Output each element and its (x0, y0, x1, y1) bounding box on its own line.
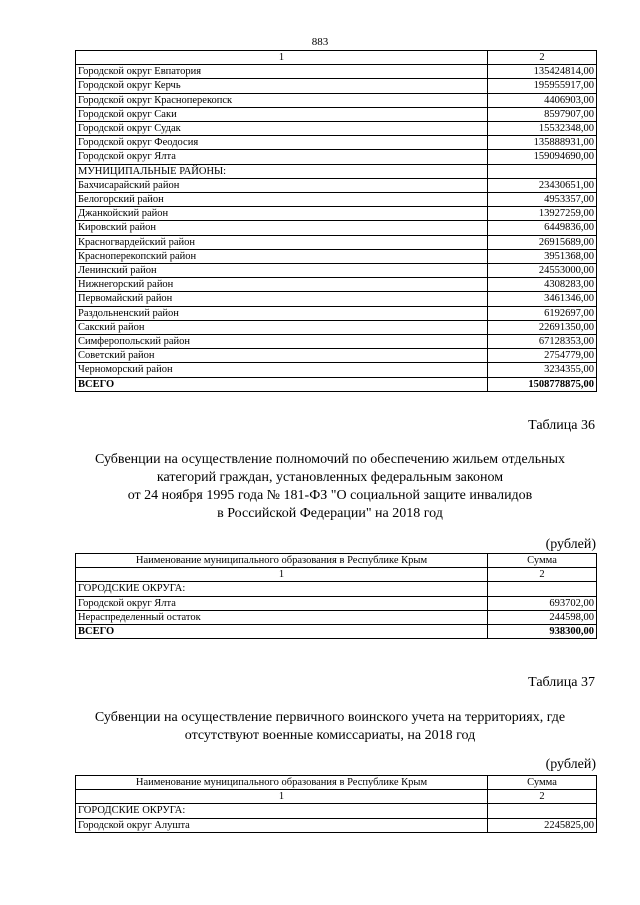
table-row (76, 596, 597, 610)
table-36-label: Таблица 36 (528, 418, 595, 433)
column-header-name: Наименование муниципального образования в Республике Крым (76, 554, 488, 568)
column-number-1: 1 (76, 51, 488, 65)
row-name: Городской округ Судак (76, 122, 488, 136)
section-row (76, 804, 597, 818)
column-header-row (76, 554, 597, 568)
table-row (76, 306, 597, 320)
section-label: ГОРОДСКИЕ ОКРУГА: (76, 804, 488, 818)
row-value: 4406903,00 (488, 93, 597, 107)
row-value: 3234355,00 (488, 363, 597, 377)
row-name: Симферопольский район (76, 335, 488, 349)
row-name: Городской округ Евпатория (76, 65, 488, 79)
row-value: 2245825,00 (488, 818, 597, 832)
table-row (76, 207, 597, 221)
column-header-sum: Сумма (488, 776, 597, 790)
table-36 (75, 553, 597, 639)
table-row (76, 320, 597, 334)
table-row (76, 610, 597, 624)
row-value: 693702,00 (488, 596, 597, 610)
row-name: Первомайский район (76, 292, 488, 306)
table-36-caption (60, 451, 600, 523)
row-name: Ленинский район (76, 264, 488, 278)
caption-line: отсутствуют военные комиссариаты, на 2018 год (184, 728, 476, 743)
table-row (76, 264, 597, 278)
caption-line: Субвенции на осуществление первичного воинского учета на территориях, где (94, 710, 566, 725)
row-value: 195955917,00 (488, 79, 597, 93)
table-37-units: (рублей) (545, 757, 596, 772)
caption-line: категорий граждан, установленных федеральным законом (156, 470, 504, 485)
table-row (76, 193, 597, 207)
table-row (76, 93, 597, 107)
row-value: 3461346,00 (488, 292, 597, 306)
column-number-row (76, 790, 597, 804)
row-name: Джанкойский район (76, 207, 488, 221)
row-name: МУНИЦИПАЛЬНЫЕ РАЙОНЫ: (76, 164, 488, 178)
column-number-1: 1 (76, 790, 488, 804)
row-name: Красногвардейский район (76, 235, 488, 249)
row-name: Городской округ Красноперекопск (76, 93, 488, 107)
empty-cell (488, 804, 597, 818)
table-row (76, 818, 597, 832)
column-number-row (76, 568, 597, 582)
row-name: Городской округ Керчь (76, 79, 488, 93)
table-row (76, 79, 597, 93)
row-name: Красноперекопский район (76, 249, 488, 263)
row-value: 15532348,00 (488, 122, 597, 136)
table-row (76, 178, 597, 192)
row-value: 26915689,00 (488, 235, 597, 249)
column-header-name: Наименование муниципального образования в Республике Крым (76, 776, 488, 790)
column-header-row (76, 776, 597, 790)
total-label: ВСЕГО (76, 625, 488, 639)
total-value: 938300,00 (488, 625, 597, 639)
table-37-label: Таблица 37 (528, 675, 595, 690)
column-number-1: 1 (76, 568, 488, 582)
table-row (76, 363, 597, 377)
row-name: Городской округ Саки (76, 107, 488, 121)
table-row (76, 349, 597, 363)
caption-line: Субвенции на осуществление полномочий по обеспечению жильем отдельных (95, 452, 565, 467)
row-value: 135424814,00 (488, 65, 597, 79)
table-37 (75, 775, 597, 833)
row-value: 22691350,00 (488, 320, 597, 334)
table-row (76, 122, 597, 136)
column-number-2: 2 (488, 790, 597, 804)
row-value: 244598,00 (488, 610, 597, 624)
row-name: Раздольненский район (76, 306, 488, 320)
row-value: 8597907,00 (488, 107, 597, 121)
row-value: 67128353,00 (488, 335, 597, 349)
row-value: 4308283,00 (488, 278, 597, 292)
row-name: Белогорский район (76, 193, 488, 207)
row-name: Кировский район (76, 221, 488, 235)
table-row (76, 65, 597, 79)
row-name: Городской округ Алушта (76, 818, 488, 832)
caption-line: в Российской Федерации" на 2018 год (217, 506, 443, 521)
row-value: 23430651,00 (488, 178, 597, 192)
row-name: Сакский район (76, 320, 488, 334)
row-value: 4953357,00 (488, 193, 597, 207)
row-value: 2754779,00 (488, 349, 597, 363)
table-row (76, 136, 597, 150)
table-row (76, 292, 597, 306)
total-label: ВСЕГО (76, 377, 488, 391)
column-header-sum: Сумма (488, 554, 597, 568)
row-name: Бахчисарайский район (76, 178, 488, 192)
section-label: ГОРОДСКИЕ ОКРУГА: (76, 582, 488, 596)
column-number-row (76, 51, 597, 65)
column-number-2: 2 (488, 568, 597, 582)
continuation-table (75, 50, 597, 392)
table-row (76, 150, 597, 164)
row-name: Черноморский район (76, 363, 488, 377)
table-row (76, 221, 597, 235)
row-name: Городской округ Феодосия (76, 136, 488, 150)
table-row (76, 278, 597, 292)
row-name: Городской округ Ялта (76, 596, 488, 610)
empty-cell (488, 582, 597, 596)
row-value: 24553000,00 (488, 264, 597, 278)
row-name: Городской округ Ялта (76, 150, 488, 164)
row-name: Нераспределенный остаток (76, 610, 488, 624)
row-value: 13927259,00 (488, 207, 597, 221)
row-value: 135888931,00 (488, 136, 597, 150)
table-row (76, 107, 597, 121)
section-row (76, 582, 597, 596)
table-row (76, 249, 597, 263)
table-36-units: (рублей) (545, 537, 596, 552)
row-value (488, 164, 597, 178)
row-value: 6192697,00 (488, 306, 597, 320)
table-row (76, 164, 597, 178)
row-value: 6449836,00 (488, 221, 597, 235)
table-row (76, 335, 597, 349)
page-number: 883 (311, 36, 329, 48)
column-number-2: 2 (488, 51, 597, 65)
total-row (76, 377, 597, 391)
total-value: 1508778875,00 (488, 377, 597, 391)
row-value: 3951368,00 (488, 249, 597, 263)
table-37-caption (60, 709, 600, 745)
row-value: 159094690,00 (488, 150, 597, 164)
caption-line: от 24 ноября 1995 года № 181-ФЗ "О социальной защите инвалидов (127, 488, 533, 503)
row-name: Советский район (76, 349, 488, 363)
total-row (76, 625, 597, 639)
table-row (76, 235, 597, 249)
row-name: Нижнегорский район (76, 278, 488, 292)
